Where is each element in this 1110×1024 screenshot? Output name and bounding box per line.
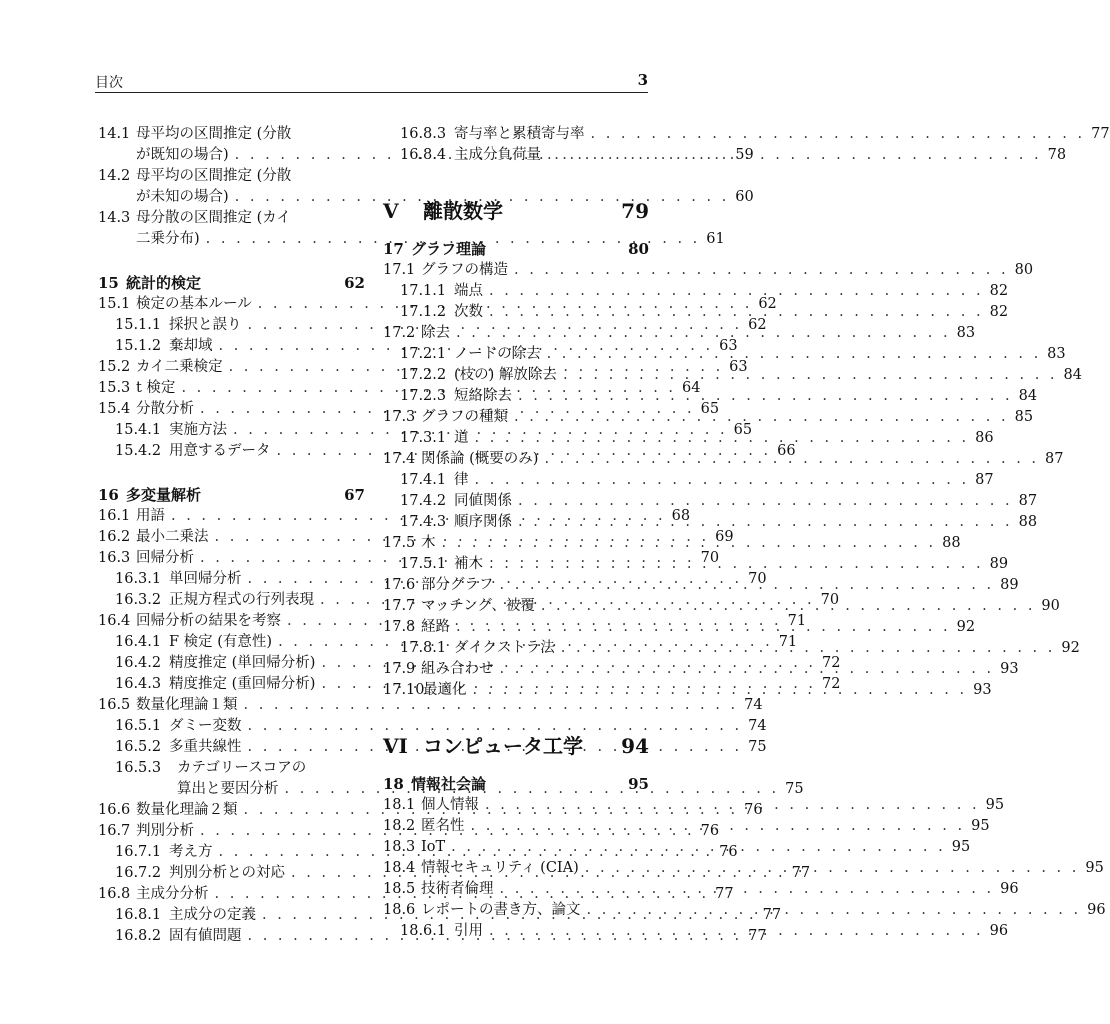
entry-number: 16.1 [98,508,131,524]
entry-title: ノードの除去 [454,346,541,362]
entry-page: 65 [733,422,753,438]
entry-number: 17.10 [383,682,425,698]
entry-number: 16.5.2 [115,739,162,755]
toc-entry[interactable] [98,716,767,737]
entry-title-line2: が未知の場合) [136,189,229,205]
entry-page: 76 [719,844,738,860]
entry-number: 17.4.2 [400,493,447,509]
entry-page: 88 [942,535,961,551]
entry-number: 17.9 [383,661,416,677]
entry-number: 16.8 [98,886,131,902]
entry-page: 71 [778,634,798,650]
part-number: V [383,199,399,223]
entry-number: 18.2 [383,818,416,834]
entry-title-line1: カテゴリースコアの [177,760,307,776]
entry-page: 88 [1018,514,1038,530]
toc-entry[interactable] [383,124,1110,145]
entry-number: 16.6 [98,802,131,818]
toc-entry-wrapped[interactable] [98,166,754,208]
entry-page: 78 [1047,147,1067,163]
entry-title: (枝の) 解放除去 [454,367,557,383]
entry-title: 情報セキュリティ (CIA) [421,860,579,876]
part-number: VI [383,734,408,758]
entry-title: 用語 [136,508,165,524]
entry-title: 経路 [421,619,450,635]
entry-title: 組み合わせ [421,661,494,677]
chapter-number: 18 [383,775,404,793]
chapter-18-heading[interactable] [383,773,649,795]
entry-title: 補木 [454,556,483,572]
entry-page: 65 [700,401,720,417]
entry-page: 92 [956,619,976,635]
entry-page: 77 [762,907,782,923]
entry-number: 17.1 [383,262,416,278]
entry-page: 83 [956,325,976,341]
dot-leader [538,449,1039,470]
entry-number: 14.1 [98,126,131,142]
entry-page: 68 [671,508,691,524]
entry-page: 92 [1061,640,1080,656]
entry-number: 15.2 [98,359,131,375]
entry-number: 17.3 [383,409,416,425]
chapter-17-heading[interactable] [383,238,649,260]
header-title: 目次 [95,75,123,91]
entry-number: 16.3.2 [115,592,162,608]
chapter-page: 67 [344,486,365,504]
entry-page: 87 [1045,451,1064,467]
entry-number: 16.4 [98,613,131,629]
entry-number: 16.8.3 [400,126,447,142]
entry-page: 85 [1014,409,1034,425]
chapter-15-heading[interactable] [98,272,365,294]
dot-leader [512,512,1013,533]
dot-leader [465,816,966,837]
entry-title: グラフの構造 [421,262,508,278]
entry-page: 63 [719,338,738,354]
entry-title: 採択と誤り [169,317,242,333]
dot-leader [541,145,1042,166]
entry-page: 95 [1085,860,1104,876]
entry-title: 主成分負荷量 [454,147,541,163]
chapter-number: 17 [383,240,404,258]
entry-page: 77 [791,865,811,881]
entry-number: 16.4.1 [115,634,162,650]
dot-leader [508,407,1009,428]
page-number: 3 [637,71,648,89]
entry-number: 17.2 [383,325,416,341]
entry-page: 77 [715,886,734,902]
chapter-16-heading[interactable] [98,484,365,506]
dot-leader [469,470,970,491]
entry-page: 75 [748,739,767,755]
dot-leader [579,858,1080,879]
entry-title: 最小二乗法 [136,529,209,545]
entry-number: 17.5 [383,535,416,551]
entry-title: 数量化理論２類 [136,802,238,818]
entry-page: 77 [1091,126,1110,142]
entry-page: 95 [971,818,990,834]
entry-title: 実施方法 [169,422,227,438]
entry-title: 順序関係 [454,514,512,530]
entry-page: 76 [744,802,763,818]
entry-number: 17.6 [383,577,416,593]
entry-number: 17.7 [383,598,416,614]
entry-title: 除去 [421,325,450,341]
entry-title: ダミー変数 [169,718,242,734]
entry-number: 16.8.1 [115,907,162,923]
entry-title: 精度推定 (重回帰分析) [169,676,316,692]
entry-page: 61 [706,231,725,247]
entry-page: 96 [1087,902,1106,918]
entry-page: 66 [777,443,796,459]
chapter-number: 16 [98,486,119,504]
entry-title: 棄却域 [169,338,213,354]
chapter-page: 80 [628,240,649,258]
entry-page: 80 [1014,262,1034,278]
dot-leader [450,617,951,638]
dot-leader [512,491,1013,512]
entry-page: 62 [748,317,767,333]
chapter-title: 多変量解析 [126,486,202,504]
entry-number: 16.5.3 [115,760,162,776]
entry-page: 77 [748,928,767,944]
entry-title: 同値関係 [454,493,512,509]
entry-page: 59 [735,147,754,163]
toc-entry[interactable] [383,491,1038,512]
entry-page: 64 [682,380,701,396]
toc-entry[interactable] [383,470,994,491]
entry-number: 16.7.1 [115,844,162,860]
chapter-page: 95 [628,775,649,793]
entry-page: 60 [735,189,754,205]
entry-page: 95 [951,839,971,855]
entry-number: 16.2 [98,529,131,545]
entry-title: 判別分析との対応 [169,865,285,881]
entry-title: 道 [454,430,469,446]
dot-leader [585,124,1086,145]
part-6-heading[interactable] [383,731,649,761]
entry-number: 15.4 [98,401,131,417]
entry-number: 17.1.1 [400,283,447,299]
entry-title: 検定の基本ルール [136,296,252,312]
entry-page: 89 [1000,577,1019,593]
entry-number: 16.5.1 [115,718,162,734]
entry-page: 82 [989,304,1009,320]
entry-page: 86 [975,430,994,446]
entry-number: 16.4.3 [115,676,162,692]
entry-title: グラフの種類 [421,409,508,425]
entry-number: 15.1.1 [115,317,162,333]
toc-entry[interactable] [98,695,763,716]
chapter-title: 統計的検定 [126,274,202,292]
entry-title: 用意するデータ [169,443,271,459]
entry-page: 96 [989,923,1009,939]
entry-number: 18.1 [383,797,416,813]
entry-number: 17.1.2 [400,304,447,320]
entry-number: 15.4.2 [115,443,162,459]
dot-leader [494,659,995,680]
entry-page: 93 [1000,661,1019,677]
entry-title: カイ二乗検定 [136,359,223,375]
entry-title: ダイクストラ法 [454,640,555,656]
chapter-number: 15 [98,274,119,292]
entry-title: 木 [421,535,436,551]
entry-title: 関係論 (概要のみ) [421,451,539,467]
entry-number: 16.5 [98,697,131,713]
entry-number: 17.2.3 [400,388,447,404]
part-page: 94 [621,734,649,758]
entry-page: 96 [1000,881,1019,897]
entry-number: 17.4.1 [400,472,447,488]
dot-leader [512,386,1013,407]
entry-number: 17.2.1 [400,346,447,362]
entry-page: 70 [700,550,720,566]
entry-page: 93 [973,682,992,698]
entry-page: 76 [700,823,720,839]
entry-title: 最適化 [423,682,467,698]
entry-number: 17.4.3 [400,514,447,530]
entry-title: 短絡除去 [454,388,512,404]
entry-title: 数量化理論１類 [136,697,238,713]
entry-page: 74 [744,697,763,713]
dot-leader [483,554,984,575]
entry-title-line1: 母平均の区間推定 (分散 [136,168,292,184]
entry-page: 70 [748,571,767,587]
entry-title: 引用 [454,923,483,939]
entry-page: 89 [989,556,1009,572]
dot-leader [483,281,984,302]
entry-number: 17.8 [383,619,416,635]
dot-leader [445,837,946,858]
entry-title: 回帰分析の結果を考察 [136,613,281,629]
toc-entry[interactable] [383,281,1009,302]
entry-number: 15.1.2 [115,338,162,354]
dot-leader [555,638,1056,659]
page-header [95,70,648,93]
dot-leader [483,921,984,942]
entry-number: 17.2.2 [400,367,447,383]
entry-title: 技術者倫理 [421,881,494,897]
dot-leader [436,533,937,554]
entry-page: 82 [989,283,1009,299]
entry-page: 74 [748,718,767,734]
entry-page: 87 [1018,493,1038,509]
entry-title: 固有値問題 [169,928,242,944]
entry-number: 16.7.2 [115,865,162,881]
part-title: 離散数学 [423,199,503,223]
entry-number: 14.2 [98,168,131,184]
entry-number: 15.1 [98,296,131,312]
entry-page: 62 [758,296,777,312]
entry-number: 18.5 [383,881,416,897]
entry-title: 寄与率と累積寄与率 [454,126,585,142]
entry-page: 83 [1047,346,1066,362]
dot-leader [581,900,1082,921]
entry-title: 主成分分析 [136,886,209,902]
entry-number: 17.3.1 [400,430,447,446]
part-page: 79 [621,199,649,223]
dot-leader [557,365,1058,386]
entry-number: 16.7 [98,823,131,839]
dot-leader [508,260,1009,281]
part-title: コンピュータ工学 [423,734,583,758]
entry-title-line2: 算出と要因分析 [177,781,279,797]
entry-title: 次数 [454,304,483,320]
entry-number: 16.8.2 [115,928,162,944]
entry-page: 71 [787,613,807,629]
dot-leader [483,302,984,323]
dot-leader [535,596,1036,617]
entry-page: 70 [820,592,840,608]
dot-leader [494,879,995,900]
entry-title: 主成分の定義 [169,907,256,923]
entry-title: 多重共線性 [169,739,242,755]
entry-title: 判別分析 [136,823,194,839]
entry-title: 匿名性 [421,818,465,834]
entry-page: 90 [1041,598,1060,614]
entry-number: 18.3 [383,839,416,855]
entry-number: 18.6 [383,902,416,918]
entry-title: マッチング、被覆 [421,598,535,614]
entry-page: 72 [822,676,841,692]
entry-title: F 検定 (有意性) [169,634,273,650]
entry-title: 考え方 [169,844,213,860]
entry-title: 律 [454,472,469,488]
entry-title: 個人情報 [421,797,479,813]
entry-number: 16.4.2 [115,655,162,671]
entry-number: 18.6.1 [400,923,447,939]
entry-number: 18.4 [383,860,416,876]
entry-page: 84 [1018,388,1038,404]
entry-title: t 検定 [136,380,176,396]
entry-title-line1: 母平均の区間推定 (分散 [136,126,292,142]
entry-page: 72 [822,655,841,671]
entry-title: 回帰分析 [136,550,194,566]
dot-leader [494,575,995,596]
chapter-title: グラフ理論 [411,240,487,258]
dot-leader [467,680,968,701]
entry-number: 16.3 [98,550,131,566]
entry-title: 単回帰分析 [169,571,242,587]
dot-leader [479,795,980,816]
entry-page: 95 [985,797,1005,813]
entry-title: 精度推定 (単回帰分析) [169,655,316,671]
entry-title-line1: 母分散の区間推定 (カイ [136,210,291,226]
entry-number: 16.8.4 [400,147,447,163]
entry-title: 正規方程式の行列表現 [169,592,314,608]
entry-title: 分散分析 [136,401,194,417]
entry-number: 17.4 [383,451,416,467]
entry-number: 17.5.1 [400,556,447,572]
dot-leader [450,323,951,344]
dot-leader [469,428,970,449]
entry-title-line2: 二乗分布) [136,231,200,247]
part-5-heading[interactable] [383,196,649,226]
toc-entry[interactable] [383,260,1034,281]
entry-page: 87 [975,472,994,488]
entry-page: 84 [1063,367,1082,383]
chapter-page: 62 [344,274,365,292]
entry-page: 69 [715,529,734,545]
entry-page: 63 [729,359,748,375]
entry-number: 16.3.1 [115,571,162,587]
entry-number: 17.8.1 [400,640,447,656]
entry-number: 14.3 [98,210,131,226]
entry-number: 15.3 [98,380,131,396]
entry-title-line2: が既知の場合) [136,147,229,163]
entry-title: IoT [421,839,446,855]
dot-leader [541,344,1042,365]
entry-page: 75 [785,781,804,797]
entry-title: レポートの書き方、論文 [421,902,581,918]
entry-title: 部分グラフ [421,577,494,593]
entry-number: 15.4.1 [115,422,162,438]
chapter-title: 情報社会論 [411,775,487,793]
entry-title: 端点 [454,283,483,299]
